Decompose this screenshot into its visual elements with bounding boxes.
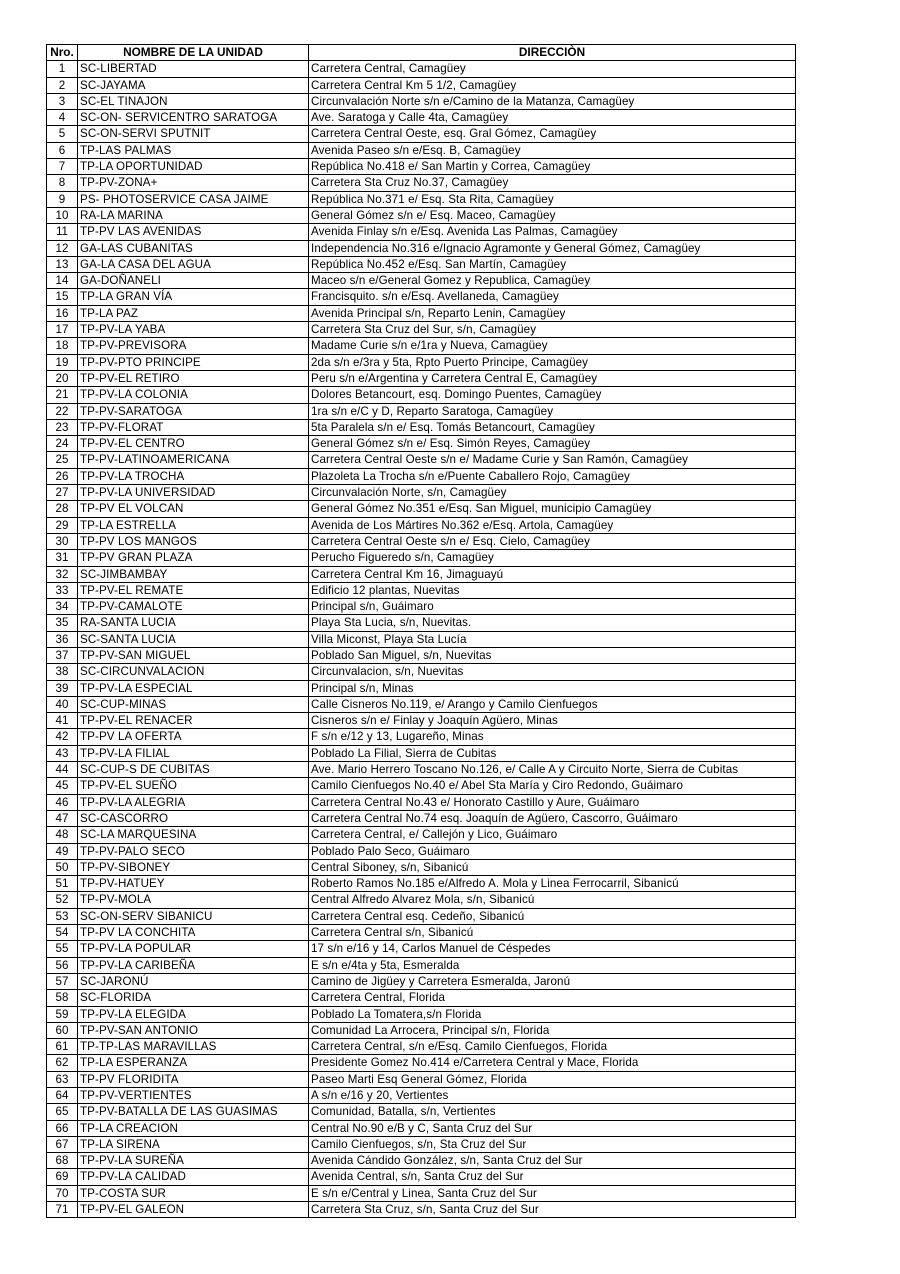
unit-address: Carretera Central Km 16, Jimaguayú	[309, 566, 796, 582]
row-number: 9	[47, 191, 78, 207]
unit-address: E s/n e/Central y Linea, Santa Cruz del Sur	[309, 1185, 796, 1201]
table-row	[47, 550, 796, 566]
table-row	[47, 713, 796, 729]
unit-name: TP-LAS PALMAS	[78, 142, 309, 158]
unit-address: Madame Curie s/n e/1ra y Nueva, Camagüey	[309, 338, 796, 354]
row-number: 67	[47, 1136, 78, 1152]
table-row	[47, 387, 796, 403]
table-header	[47, 45, 796, 61]
table-row	[47, 582, 796, 598]
unit-name: SC-JAYAMA	[78, 77, 309, 93]
row-number: 33	[47, 582, 78, 598]
unit-address: Dolores Betancourt, esq. Domingo Puentes, Camagüey	[309, 387, 796, 403]
row-number: 55	[47, 941, 78, 957]
row-number: 21	[47, 387, 78, 403]
unit-name: TP-PV-LA TROCHA	[78, 468, 309, 484]
unit-address: Camilo Cienfuegos No.40 e/ Abel Sta María y Ciro Redondo, Guáimaro	[309, 778, 796, 794]
unit-address: Carretera Central, Camagüey	[309, 61, 796, 77]
table-row	[47, 957, 796, 973]
row-number: 4	[47, 110, 78, 126]
unit-address: General Gómez No.351 e/Esq. San Miguel, municipio Camagüey	[309, 501, 796, 517]
row-number: 66	[47, 1120, 78, 1136]
unit-name: SC-LA MARQUESINA	[78, 827, 309, 843]
unit-address: Carretera Central s/n, Sibanicú	[309, 925, 796, 941]
unit-name: TP-PV-PALO SECO	[78, 843, 309, 859]
row-number: 34	[47, 599, 78, 615]
table-row	[47, 1055, 796, 1071]
unit-name: SC-EL TINAJON	[78, 93, 309, 109]
row-number: 51	[47, 876, 78, 892]
unit-address: Plazoleta La Trocha s/n e/Puente Caballero Rojo, Camagüey	[309, 468, 796, 484]
unit-address: Circunvalacion, s/n, Nuevitas	[309, 664, 796, 680]
row-number: 43	[47, 745, 78, 761]
row-number: 35	[47, 615, 78, 631]
unit-address: Edificio 12 plantas, Nuevitas	[309, 582, 796, 598]
table-row	[47, 680, 796, 696]
row-number: 42	[47, 729, 78, 745]
unit-address: Central Siboney, s/n, Sibanicú	[309, 859, 796, 875]
table-row	[47, 191, 796, 207]
unit-name: GA-LA CASA DEL AGUA	[78, 256, 309, 272]
unit-name: TP-PV LOS MANGOS	[78, 533, 309, 549]
row-number: 13	[47, 256, 78, 272]
unit-name: TP-PV-SAN ANTONIO	[78, 1022, 309, 1038]
unit-name: TP-PV GRAN PLAZA	[78, 550, 309, 566]
unit-name: TP-PV-EL RETIRO	[78, 370, 309, 386]
row-number: 69	[47, 1169, 78, 1185]
table-row	[47, 419, 796, 435]
unit-address: Carretera Central Oeste, esq. Gral Gómez, Camagüey	[309, 126, 796, 142]
unit-address: Camilo Cienfuegos, s/n, Sta Cruz del Sur	[309, 1136, 796, 1152]
unit-name: RA-SANTA LUCIA	[78, 615, 309, 631]
table-row	[47, 289, 796, 305]
table-row	[47, 1039, 796, 1055]
table-row	[47, 892, 796, 908]
unit-address: Presidente Gomez No.414 e/Carretera Central y Mace, Florida	[309, 1055, 796, 1071]
table-row	[47, 517, 796, 533]
header-nro: Nro.	[47, 45, 78, 61]
unit-address: Avenida Finlay s/n e/Esq. Avenida Las Palmas, Camagüey	[309, 224, 796, 240]
unit-address: Poblado La Filial, Sierra de Cubitas	[309, 745, 796, 761]
unit-address: Carretera Central, Florida	[309, 990, 796, 1006]
row-number: 1	[47, 61, 78, 77]
unit-name: TP-LA OPORTUNIDAD	[78, 159, 309, 175]
table-row	[47, 876, 796, 892]
table-row	[47, 110, 796, 126]
unit-name: SC-LIBERTAD	[78, 61, 309, 77]
unit-name: GA-LAS CUBANITAS	[78, 240, 309, 256]
units-table	[46, 44, 796, 1218]
unit-name: TP-PV-PTO PRINCIPE	[78, 354, 309, 370]
row-number: 20	[47, 370, 78, 386]
row-number: 59	[47, 1006, 78, 1022]
unit-address: Poblado Palo Seco, Guáimaro	[309, 843, 796, 859]
row-number: 38	[47, 664, 78, 680]
row-number: 50	[47, 859, 78, 875]
unit-address: 17 s/n e/16 y 14, Carlos Manuel de Céspedes	[309, 941, 796, 957]
row-number: 48	[47, 827, 78, 843]
unit-address: Paseo Marti Esq General Gómez, Florida	[309, 1071, 796, 1087]
unit-address: General Gómez s/n e/ Esq. Simón Reyes, Camagüey	[309, 436, 796, 452]
unit-address: Carretera Central esq. Cedeño, Sibanicú	[309, 908, 796, 924]
unit-address: Maceo s/n e/General Gomez y Republica, Camagüey	[309, 273, 796, 289]
row-number: 16	[47, 305, 78, 321]
row-number: 19	[47, 354, 78, 370]
unit-name: TP-PV-EL SUEÑO	[78, 778, 309, 794]
row-number: 6	[47, 142, 78, 158]
table-row	[47, 762, 796, 778]
unit-address: Carretera Sta Cruz No.37, Camagüey	[309, 175, 796, 191]
unit-name: SC-CIRCUNVALACION	[78, 664, 309, 680]
row-number: 57	[47, 973, 78, 989]
row-number: 53	[47, 908, 78, 924]
unit-address: A s/n e/16 y 20, Vertientes	[309, 1088, 796, 1104]
unit-address: Comunidad La Arrocera, Principal s/n, Florida	[309, 1022, 796, 1038]
unit-address: Avenida de Los Mártires No.362 e/Esq. Artola, Camagüey	[309, 517, 796, 533]
row-number: 27	[47, 485, 78, 501]
unit-address: Principal s/n, Minas	[309, 680, 796, 696]
row-number: 32	[47, 566, 78, 582]
unit-name: TP-LA ESPERANZA	[78, 1055, 309, 1071]
row-number: 15	[47, 289, 78, 305]
row-number: 56	[47, 957, 78, 973]
row-number: 62	[47, 1055, 78, 1071]
row-number: 30	[47, 533, 78, 549]
table-row	[47, 745, 796, 761]
table-row	[47, 908, 796, 924]
table-row	[47, 485, 796, 501]
table-row	[47, 436, 796, 452]
unit-address: Circunvalación Norte, s/n, Camagüey	[309, 485, 796, 501]
row-number: 14	[47, 273, 78, 289]
table-row	[47, 827, 796, 843]
unit-address: Avenida Central, s/n, Santa Cruz del Sur	[309, 1169, 796, 1185]
unit-address: Carretera Central, s/n e/Esq. Camilo Cienfuegos, Florida	[309, 1039, 796, 1055]
unit-name: TP-PV-LA UNIVERSIDAD	[78, 485, 309, 501]
unit-name: TP-PV FLORIDITA	[78, 1071, 309, 1087]
unit-address: República No.452 e/Esq. San Martín, Camagüey	[309, 256, 796, 272]
row-number: 8	[47, 175, 78, 191]
unit-address: Poblado San Miguel, s/n, Nuevitas	[309, 647, 796, 663]
unit-name: TP-PV-LA CALIDAD	[78, 1169, 309, 1185]
table-row	[47, 468, 796, 484]
unit-address: 5ta Paralela s/n e/ Esq. Tomás Betancourt, Camagüey	[309, 419, 796, 435]
unit-name: TP-PV LA CONCHITA	[78, 925, 309, 941]
unit-name: SC-ON-SERV SIBANICU	[78, 908, 309, 924]
unit-name: TP-PV LAS AVENIDAS	[78, 224, 309, 240]
table-row	[47, 61, 796, 77]
row-number: 70	[47, 1185, 78, 1201]
unit-name: TP-LA PAZ	[78, 305, 309, 321]
row-number: 17	[47, 322, 78, 338]
row-number: 10	[47, 207, 78, 223]
row-number: 36	[47, 631, 78, 647]
unit-address: Cisneros s/n e/ Finlay y Joaquín Agüero, Minas	[309, 713, 796, 729]
unit-name: SC-ON-SERVI SPUTNIT	[78, 126, 309, 142]
unit-name: TP-LA ESTRELLA	[78, 517, 309, 533]
table-row	[47, 1153, 796, 1169]
unit-name: TP-PV EL VOLCAN	[78, 501, 309, 517]
row-number: 65	[47, 1104, 78, 1120]
unit-name: TP-PV-LA SUREÑA	[78, 1153, 309, 1169]
row-number: 49	[47, 843, 78, 859]
unit-name: TP-PV-EL REMATE	[78, 582, 309, 598]
table-row	[47, 599, 796, 615]
table-row	[47, 501, 796, 517]
unit-name: SC-JARONÚ	[78, 973, 309, 989]
row-number: 41	[47, 713, 78, 729]
row-number: 29	[47, 517, 78, 533]
unit-address: Villa Miconst, Playa Sta Lucía	[309, 631, 796, 647]
row-number: 47	[47, 810, 78, 826]
table-row	[47, 93, 796, 109]
unit-address: Carretera Central, e/ Callejón y Lico, Guáimaro	[309, 827, 796, 843]
table-row	[47, 859, 796, 875]
header-direccion: DIRECCIÒN	[309, 45, 796, 61]
unit-address: Carretera Sta Cruz del Sur, s/n, Camagüey	[309, 322, 796, 338]
unit-name: TP-PV-ZONA+	[78, 175, 309, 191]
table-row	[47, 566, 796, 582]
table-row	[47, 403, 796, 419]
row-number: 2	[47, 77, 78, 93]
table-row	[47, 256, 796, 272]
table-row	[47, 1136, 796, 1152]
table-row	[47, 1022, 796, 1038]
unit-name: TP-PV-SARATOGA	[78, 403, 309, 419]
row-number: 12	[47, 240, 78, 256]
table-row	[47, 778, 796, 794]
table-row	[47, 941, 796, 957]
unit-address: Roberto Ramos No.185 e/Alfredo A. Mola y Linea Ferrocarril, Sibanicú	[309, 876, 796, 892]
unit-address: Independencia No.316 e/Ignacio Agramonte y General Gómez, Camagüey	[309, 240, 796, 256]
table-row	[47, 452, 796, 468]
unit-name: TP-PV-LATINOAMERICANA	[78, 452, 309, 468]
row-number: 25	[47, 452, 78, 468]
unit-name: TP-PV-LA COLONIA	[78, 387, 309, 403]
row-number: 68	[47, 1153, 78, 1169]
unit-address: Camino de Jigüey y Carretera Esmeralda, Jaronú	[309, 973, 796, 989]
unit-name: TP-PV-MOLA	[78, 892, 309, 908]
table-row	[47, 207, 796, 223]
row-number: 71	[47, 1202, 78, 1218]
row-number: 58	[47, 990, 78, 1006]
table-row	[47, 1006, 796, 1022]
unit-name: GA-DOÑANELI	[78, 273, 309, 289]
unit-name: TP-PV-LA ELEGIDA	[78, 1006, 309, 1022]
row-number: 5	[47, 126, 78, 142]
row-number: 28	[47, 501, 78, 517]
unit-name: TP-LA SIRENA	[78, 1136, 309, 1152]
unit-address: Poblado La Tomatera,s/n Florida	[309, 1006, 796, 1022]
table-row	[47, 664, 796, 680]
unit-name: TP-PV-PREVISORA	[78, 338, 309, 354]
unit-address: Principal s/n, Guáimaro	[309, 599, 796, 615]
row-number: 11	[47, 224, 78, 240]
unit-address: Comunidad, Batalla, s/n, Vertientes	[309, 1104, 796, 1120]
table-row	[47, 354, 796, 370]
table-row	[47, 1071, 796, 1087]
unit-name: TP-PV-LA CARIBEÑA	[78, 957, 309, 973]
unit-address: E s/n e/4ta y 5ta, Esmeralda	[309, 957, 796, 973]
unit-address: Calle Cisneros No.119, e/ Arango y Camilo Cienfuegos	[309, 696, 796, 712]
row-number: 60	[47, 1022, 78, 1038]
unit-name: SC-SANTA LUCIA	[78, 631, 309, 647]
table-row	[47, 1104, 796, 1120]
table-row	[47, 224, 796, 240]
unit-address: Central No.90 e/B y C, Santa Cruz del Sur	[309, 1120, 796, 1136]
table-row	[47, 794, 796, 810]
unit-address: República No.418 e/ San Martin y Correa, Camagüey	[309, 159, 796, 175]
unit-address: Avenida Principal s/n, Reparto Lenin, Camagüey	[309, 305, 796, 321]
table-row	[47, 273, 796, 289]
unit-name: TP-PV-LA YABA	[78, 322, 309, 338]
row-number: 46	[47, 794, 78, 810]
row-number: 23	[47, 419, 78, 435]
unit-address: Carretera Sta Cruz, s/n, Santa Cruz del Sur	[309, 1202, 796, 1218]
table-row	[47, 696, 796, 712]
unit-address: Avenida Cándido González, s/n, Santa Cruz del Sur	[309, 1153, 796, 1169]
row-number: 40	[47, 696, 78, 712]
unit-name: TP-PV-LA FILIAL	[78, 745, 309, 761]
table-row	[47, 240, 796, 256]
table-row	[47, 175, 796, 191]
table-row	[47, 159, 796, 175]
unit-address: General Gómez s/n e/ Esq. Maceo, Camagüey	[309, 207, 796, 223]
unit-name: TP-PV-CAMALOTE	[78, 599, 309, 615]
unit-name: SC-ON- SERVICENTRO SARATOGA	[78, 110, 309, 126]
unit-name: TP-PV-LA ESPECIAL	[78, 680, 309, 696]
table-row	[47, 973, 796, 989]
unit-name: SC-CUP-MINAS	[78, 696, 309, 712]
unit-address: Perucho Figueredo s/n, Camagüey	[309, 550, 796, 566]
unit-address: Carretera Central No.74 esq. Joaquín de Agüero, Cascorro, Guáimaro	[309, 810, 796, 826]
unit-name: TP-LA GRAN VÍA	[78, 289, 309, 305]
row-number: 61	[47, 1039, 78, 1055]
row-number: 24	[47, 436, 78, 452]
table-row	[47, 1202, 796, 1218]
table-row	[47, 810, 796, 826]
unit-address: Ave. Saratoga y Calle 4ta, Camagüey	[309, 110, 796, 126]
unit-name: SC-CUP-S DE CUBITAS	[78, 762, 309, 778]
header-nombre: NOMBRE DE LA UNIDAD	[78, 45, 309, 61]
row-number: 7	[47, 159, 78, 175]
table-row	[47, 1120, 796, 1136]
unit-name: SC-CASCORRO	[78, 810, 309, 826]
table-row	[47, 631, 796, 647]
unit-address: Carretera Central Oeste s/n e/ Esq. Cielo, Camagüey	[309, 533, 796, 549]
unit-address: Ave. Mario Herrero Toscano No.126, e/ Calle A y Circuito Norte, Sierra de Cubitas	[309, 762, 796, 778]
unit-name: TP-PV-EL GALEON	[78, 1202, 309, 1218]
unit-name: PS- PHOTOSERVICE CASA JAIME	[78, 191, 309, 207]
table-row	[47, 729, 796, 745]
table-row	[47, 305, 796, 321]
row-number: 54	[47, 925, 78, 941]
header-row	[47, 45, 796, 61]
row-number: 37	[47, 647, 78, 663]
row-number: 22	[47, 403, 78, 419]
unit-address: Playa Sta Lucia, s/n, Nuevitas.	[309, 615, 796, 631]
unit-name: TP-LA CREACION	[78, 1120, 309, 1136]
unit-name: TP-PV-LA ALEGRIA	[78, 794, 309, 810]
table-row	[47, 142, 796, 158]
table-row	[47, 77, 796, 93]
table-row	[47, 370, 796, 386]
table-row	[47, 1169, 796, 1185]
unit-address: Carretera Central Oeste s/n e/ Madame Curie y San Ramón, Camagüey	[309, 452, 796, 468]
row-number: 26	[47, 468, 78, 484]
row-number: 64	[47, 1088, 78, 1104]
row-number: 52	[47, 892, 78, 908]
row-number: 45	[47, 778, 78, 794]
unit-address: Avenida Paseo s/n e/Esq. B, Camagüey	[309, 142, 796, 158]
row-number: 63	[47, 1071, 78, 1087]
unit-name: TP-PV-SIBONEY	[78, 859, 309, 875]
table-row	[47, 338, 796, 354]
row-number: 44	[47, 762, 78, 778]
unit-name: TP-PV-EL CENTRO	[78, 436, 309, 452]
unit-name: TP-TP-LAS MARAVILLAS	[78, 1039, 309, 1055]
table-row	[47, 1088, 796, 1104]
unit-name: TP-PV-VERTIENTES	[78, 1088, 309, 1104]
unit-address: Carretera Central No.43 e/ Honorato Castillo y Aure, Guáimaro	[309, 794, 796, 810]
table-row	[47, 925, 796, 941]
unit-address: Central Alfredo Alvarez Mola, s/n, Sibanicú	[309, 892, 796, 908]
row-number: 18	[47, 338, 78, 354]
unit-name: TP-PV-FLORAT	[78, 419, 309, 435]
unit-address: Peru s/n e/Argentina y Carretera Central E, Camagüey	[309, 370, 796, 386]
unit-address: 1ra s/n e/C y D, Reparto Saratoga, Camagüey	[309, 403, 796, 419]
table-row	[47, 322, 796, 338]
unit-address: República No.371 e/ Esq. Sta Rita, Camagüey	[309, 191, 796, 207]
unit-name: SC-JIMBAMBAY	[78, 566, 309, 582]
table-row	[47, 126, 796, 142]
row-number: 39	[47, 680, 78, 696]
unit-address: Francisquito. s/n e/Esq. Avellaneda, Camagüey	[309, 289, 796, 305]
table-body	[47, 61, 796, 1218]
unit-name: TP-PV-LA POPULAR	[78, 941, 309, 957]
unit-name: TP-PV-EL RENACER	[78, 713, 309, 729]
table-row	[47, 533, 796, 549]
unit-address: 2da s/n e/3ra y 5ta, Rpto Puerto Principe, Camagüey	[309, 354, 796, 370]
unit-name: TP-PV-HATUEY	[78, 876, 309, 892]
table-row	[47, 843, 796, 859]
unit-name: TP-COSTA SUR	[78, 1185, 309, 1201]
table-row	[47, 990, 796, 1006]
unit-address: Carretera Central Km 5 1/2, Camagüey	[309, 77, 796, 93]
unit-name: TP-PV-BATALLA DE LAS GUASIMAS	[78, 1104, 309, 1120]
unit-name: SC-FLORIDA	[78, 990, 309, 1006]
row-number: 3	[47, 93, 78, 109]
table-row	[47, 1185, 796, 1201]
unit-address: F s/n e/12 y 13, Lugareño, Minas	[309, 729, 796, 745]
unit-name: TP-PV LA OFERTA	[78, 729, 309, 745]
units-table-container	[46, 44, 796, 1218]
unit-name: TP-PV-SAN MIGUEL	[78, 647, 309, 663]
unit-name: RA-LA MARINA	[78, 207, 309, 223]
table-row	[47, 647, 796, 663]
unit-address: Circunvalación Norte s/n e/Camino de la Matanza, Camagüey	[309, 93, 796, 109]
row-number: 31	[47, 550, 78, 566]
table-row	[47, 615, 796, 631]
